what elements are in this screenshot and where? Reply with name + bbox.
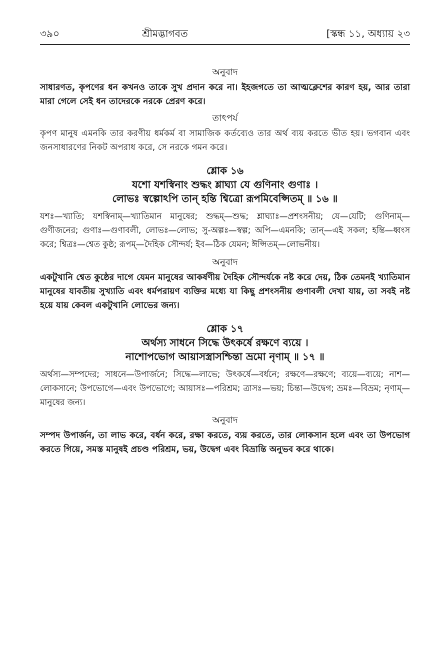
translation-heading-17: অনুবাদ — [212, 416, 238, 426]
verse-16-line-1: যশো যশস্বিনাং শুদ্ধং শ্লাঘ্যা যে গুণিনাং গুণাঃ । — [132, 180, 318, 191]
translation-text-16: একটুখানি শ্বেত কুষ্ঠের দাগে যেমন মানুষের আকর্ষণীয় দৈহিক সৌন্দর্যকে নষ্ট করে দেয়, ঠিক তেমনই খ্যাতিমান মানুষের যাবতীয় সুখ্যাতি এবং ধর্মপরায়ণ ব্যক্তির মধ্যে যা কিছু প্রশংসনীয় গুণাবলী দেখা যায়, তা সবই নষ্ট হয়ে যায় কেবল একটুখানি লোভের জন্য। — [40, 273, 410, 311]
translation-text-17: সম্পদ উপার্জন, তা লাভ করে, বর্ধন করে, রক্ষা করতে, ব্যয় করতে, তার লোকসান হলে এবং তা উপভোগ করতে গিয়ে, সমস্ত মানুষই প্রচণ্ড পরিশ্রম, ভয়, উদ্বেগ এবং বিভ্রান্তি অনুভব করে থাকে। — [40, 431, 410, 455]
chapter-reference: [স্কন্ধ ১১, অধ্যায় ২৩ — [326, 29, 410, 40]
verse-16-line-2: লোভঃ স্বল্পোঽপি তান্ হন্তি শ্বিত্রো রূপমিবেপ্সিতম্ ॥ ১৬ ॥ — [112, 194, 338, 205]
page-number: ৩৯০ — [40, 29, 60, 40]
purport-heading: তাৎপর্য — [212, 114, 238, 124]
verse-17-line-1: অর্থস্য সাধনে সিদ্ধে উৎকর্ষে রক্ষণে ব্যয়ে । — [141, 338, 309, 349]
word-meanings-16: যশঃ—খ্যাতি; যশস্বিনাম্—খ্যাতিমান মানুষের; শুদ্ধম্—শুদ্ধ; শ্লাঘ্যাঃ—প্রশংসনীয়; যে—যেটি; গুণিনাম্—গুণীজনের; গুণাঃ—গুণাবলী, লোভঃ—লোভ; সু-অল্পঃ—স্বল্প; অপি—এমনকি; তান্—এই সকল; হন্তি—ধ্বংস করে; শ্বিত্রঃ—শ্বেত কুষ্ঠ; রূপম্—দৈহিক সৌন্দর্য; ইব—ঠিক যেমন; ঈপ্সিতম্—লোভনীয়। — [40, 211, 410, 249]
header-divider — [40, 44, 410, 45]
verse-heading-17: শ্লোক ১৭ — [206, 324, 244, 335]
book-page — [40, 28, 410, 457]
verse-17-line-2: নাশোপভোগ আয়াসস্ত্রাসশ্চিন্তা ভ্রমো নৃণাম্ ॥ ১৭ ॥ — [125, 352, 325, 363]
translation-text: সাধারণত, কৃপণের ধন কখনও তাকে সুখ প্রদান করে না। ইহজগতে তা আত্মক্লেশের কারণ হয়, আর তারা মারা গেলে সেই ধন তাদেরকে নরকে প্রেরণ করে। — [40, 83, 410, 107]
purport-text: কৃপণ মানুষ এমনকি তার করণীয় ধর্মকর্ম বা সামাজিক কর্তব্যেও তার অর্থ ব্যয় করতে ভীত হয়। ভগবান এবং জনসাধারণের নিকট অপরাধ করে, সে নরকে গমন করে। — [40, 129, 410, 153]
running-header — [40, 28, 410, 42]
book-title: শ্রীমদ্ভাগবত — [142, 29, 188, 40]
translation-heading-16: অনুবাদ — [212, 258, 238, 268]
translation-heading: অনুবাদ — [212, 68, 238, 78]
verse-heading-16: শ্লোক ১৬ — [206, 166, 244, 177]
word-meanings-17: অর্থস্য—সম্পদের; সাধনে—উপার্জনে; সিদ্ধে—লাভে; উৎকর্ষে—বর্ধনে; রক্ষণে—রক্ষণে; ব্যয়ে—ব্যয়ে; নাশ—লোকসানে; উপভোগে—এবং উপভোগে; আয়াসঃ—পরিশ্রম; ত্রাসঃ—ভয়; চিন্তা—উদ্বেগ; ভ্রমঃ—বিভ্রম; নৃণাম্—মানুষের জন্য। — [40, 369, 410, 407]
